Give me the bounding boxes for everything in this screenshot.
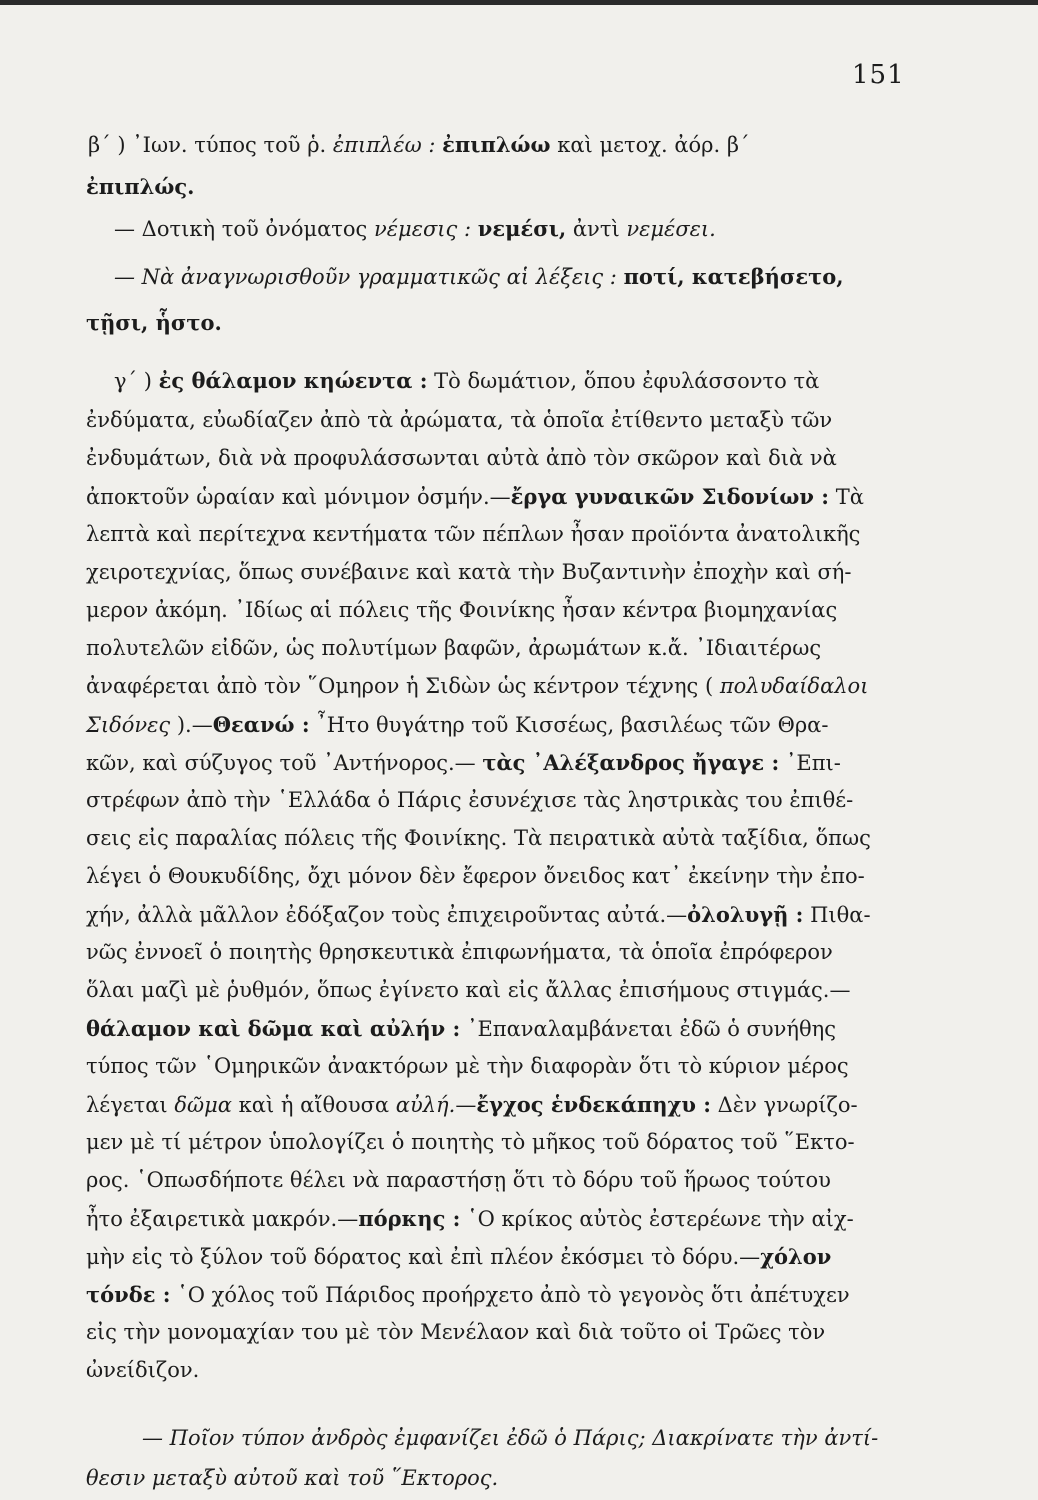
text-run: ῏Ητο θυγάτηρ τοῦ Κισσέως, βασιλέως τῶν Θρα-: [316, 713, 829, 737]
text-run: ἀναφέρεται ἀπὸ τὸν ῞Ομηρον ἡ Σιδὼν ὡς κέντρον τέχνης (: [86, 674, 714, 698]
bold-term: χόλον: [760, 1244, 832, 1269]
gamma-line-8: [86, 636, 821, 660]
italic-term: Διακρίνατε τὴν ἀντί-: [652, 1426, 879, 1450]
gamma-line-22: [86, 1168, 831, 1192]
italic-term: — Ποῖον τύπον ἀνδρὸς ἐμφανίζει ἐδῶ ὁ Πάρις;: [142, 1426, 646, 1450]
page-number: 151: [852, 60, 905, 90]
text-run: λέγει ὁ Θουκυδίδης, ὄχι μόνον δὲν ἔφερον ὄνειδος κατ᾿ ἐκείνην τὴν ἐπο-: [86, 864, 865, 888]
text-run: ὠνείδιζον.: [86, 1358, 200, 1382]
text-run: μὴν εἰς τὸ ξύλον τοῦ δόρατος καὶ ἐπὶ πλέον ἐκόσμει τὸ δόρυ.—: [86, 1245, 761, 1269]
gamma-line-2: [86, 408, 832, 432]
text-run: γ΄ ): [114, 369, 152, 393]
bold-term: Θεανώ :: [212, 712, 310, 737]
text-run: χειροτεχνίας, ὅπως συνέβαινε καὶ κατὰ τὴν Βυζαντινὴν ἐποχὴν καὶ σή-: [86, 560, 852, 584]
gamma-line-15: [86, 902, 871, 927]
text-run: ἀποκτοῦν ὡραίαν καὶ μόνιμον ὀσμήν.—: [86, 485, 511, 509]
beta-line-1: [88, 132, 749, 157]
text-run: τύπος τῶν ῾Ομηρικῶν ἀνακτόρων μὲ τὴν διαφορὰν ὅτι τὸ κύριον μέρος: [86, 1054, 849, 1078]
bold-term: ἐπιπλώς.: [86, 174, 195, 199]
beta-line-4: [114, 264, 844, 289]
bold-term: τῇσι, ἧστο.: [86, 310, 222, 335]
text-run: νῶς ἐννοεῖ ὁ ποιητὴς θρησκευτικὰ ἐπιφωνήματα, τὰ ὁποῖα ἐπρόφερον: [86, 940, 833, 964]
text-run: ).—: [176, 713, 213, 737]
italic-term: — Νὰ ἀναγνωρισθοῦν γραμματικῶς αἱ λέξεις :: [114, 265, 617, 289]
italic-term: ἐπιπλέω :: [332, 133, 436, 157]
text-run: —: [455, 1093, 477, 1117]
text-run: στρέφων ἀπὸ τὴν ῾Ελλάδα ὁ Πάρις ἐσυνέχισε τὰς ληστρικὰς του ἐπιθέ-: [86, 788, 854, 812]
italic-term: πολυδαίδαλοι: [719, 674, 869, 698]
scan-top-edge: [0, 0, 1038, 5]
gamma-line-18: [86, 1016, 836, 1041]
gamma-line-4: [86, 484, 864, 509]
text-run: — Δοτικὴ τοῦ ὀνόματος: [114, 217, 368, 241]
bold-term: τὰς ᾿Αλέξανδρος ἤγαγε :: [482, 750, 780, 775]
text-run: μεν μὲ τί μέτρον ὑπολογίζει ὁ ποιητὴς τὸ μῆκος τοῦ δόρατος τοῦ ῞Εκτο-: [86, 1130, 855, 1154]
text-run: εἰς τὴν μονομαχίαν του μὲ τὸν Μενέλαον καὶ διὰ τοῦτο οἱ Τρῶες τὸν: [86, 1320, 826, 1344]
italic-term: νεμέσει.: [626, 217, 716, 241]
gamma-line-10: [86, 712, 828, 737]
gamma-line-24: [86, 1244, 831, 1269]
text-run: ῾Ο κρίκος αὐτὸς ἐστερέωνε τὴν αἰχ-: [467, 1207, 854, 1231]
text-run: πολυτελῶν εἰδῶν, ὡς πολυτίμων βαφῶν, ἀρωμάτων κ.ἄ. ᾿Ιδιαιτέρως: [86, 636, 822, 660]
text-run: σεις εἰς παραλίας πόλεις τῆς Φοινίκης. Τὰ πειρατικὰ αὐτὰ ταξίδια, ὅπως: [86, 826, 871, 850]
bold-term: ἐς θάλαμον κηώεντα :: [158, 368, 428, 393]
gamma-line-27: [86, 1358, 199, 1382]
bold-term: ποτί, κατεβήσετο,: [623, 264, 844, 289]
gamma-line-11: [86, 750, 841, 775]
italic-term: νέμεσις :: [374, 217, 472, 241]
text-run: λέγεται: [86, 1093, 168, 1117]
text-run: ἀντὶ: [572, 217, 620, 241]
gamma-line-6: [86, 560, 851, 584]
bold-term: θάλαμον καὶ δῶμα καὶ αὐλήν :: [86, 1016, 461, 1041]
beta-line-3: [114, 216, 716, 241]
bold-term: ὀλολυγῇ :: [687, 902, 804, 927]
gamma-line-19: [86, 1054, 849, 1078]
gamma-line-7: [86, 598, 837, 622]
italic-term: Σιδόνες: [86, 713, 171, 737]
text-run: Τὸ δωμάτιον, ὅπου ἐφυλάσσοντο τὰ: [434, 369, 820, 393]
beta-line-2: [86, 174, 195, 199]
bold-term: τόνδε :: [86, 1282, 171, 1307]
text-run: καὶ μετοχ. ἀόρ. β΄: [557, 133, 750, 157]
text-run: Δὲν γνωρίζο-: [717, 1093, 858, 1117]
text-run: ἐνδυμάτων, διὰ νὰ προφυλάσσωνται αὐτὰ ἀπὸ τὸν σκῶρον καὶ διὰ νὰ: [86, 446, 837, 470]
text-run: Τὰ: [835, 485, 864, 509]
question-line-2: [86, 1466, 498, 1490]
bold-term: ἐπιπλώω: [442, 132, 551, 157]
text-run: ῾Ο χόλος τοῦ Πάριδος προήρχετο ἀπὸ τὸ γεγονὸς ὅτι ἀπέτυχεν: [177, 1283, 850, 1307]
gamma-line-17: [86, 978, 850, 1002]
bold-term: πόρκης :: [358, 1206, 461, 1231]
text-run: μερον ἀκόμη. ᾿Ιδίως αἱ πόλεις τῆς Φοινίκης ἦσαν κέντρα βιομηχανίας: [86, 598, 838, 622]
text-run: χήν, ἀλλὰ μᾶλλον ἐδόξαζον τοὺς ἐπιχειροῦντας αὐτά.—: [86, 903, 688, 927]
gamma-line-25: [86, 1282, 850, 1307]
italic-term: αὐλή.: [395, 1093, 456, 1117]
text-run: ἦτο ἐξαιρετικὰ μακρόν.—: [86, 1207, 359, 1231]
beta-line-5: [86, 310, 222, 335]
gamma-line-3: [86, 446, 837, 470]
bold-term: ἔργα γυναικῶν Σιδονίων :: [510, 484, 830, 509]
text-run: ρος. ῾Οπωσδήποτε θέλει νὰ παραστήσῃ ὅτι τὸ δόρυ τοῦ ἥρωος τούτου: [86, 1168, 831, 1192]
gamma-line-14: [86, 864, 865, 888]
gamma-line-20: [86, 1092, 858, 1117]
text-run: καὶ ἡ αἴθουσα: [238, 1093, 390, 1117]
gamma-line-21: [86, 1130, 855, 1154]
text-run: κῶν, καὶ σύζυγος τοῦ ᾿Αντήνορος.—: [86, 751, 476, 775]
gamma-line-26: [86, 1320, 825, 1344]
gamma-line-23: [86, 1206, 854, 1231]
text-run: ᾿Επι-: [785, 751, 841, 775]
text-run: β΄ ) ᾿Ιων. τύπος τοῦ ῥ.: [88, 133, 327, 157]
gamma-line-1: [114, 368, 819, 393]
text-run: ἐνδύματα, εὐωδίαζεν ἀπὸ τὰ ἀρώματα, τὰ ὁποῖα ἐτίθεντο μεταξὺ τῶν: [86, 408, 833, 432]
bold-term: νεμέσι,: [477, 216, 567, 241]
gamma-line-12: [86, 788, 853, 812]
text-run: λεπτὰ καὶ περίτεχνα κεντήματα τῶν πέπλων ἦσαν προϊόντα ἀνατολικῆς: [86, 522, 861, 546]
gamma-line-5: [86, 522, 860, 546]
text-run: ᾿Επαναλαμβάνεται ἐδῶ ὁ συνήθης: [466, 1017, 836, 1041]
question-line-1: [142, 1426, 878, 1450]
bold-term: ἔγχος ἑνδεκάπηχυ :: [476, 1092, 711, 1117]
text-run: Πιθα-: [810, 903, 871, 927]
gamma-line-9: [86, 674, 868, 698]
gamma-line-13: [86, 826, 871, 850]
italic-term: δῶμα: [174, 1093, 232, 1117]
gamma-line-16: [86, 940, 833, 964]
italic-term: θεσιν μεταξὺ αὐτοῦ καὶ τοῦ ῞Εκτορος.: [86, 1466, 499, 1490]
text-run: ὅλαι μαζὶ μὲ ῥυθμόν, ὅπως ἐγίνετο καὶ εἰς ἄλλας ἐπισήμους στιγμάς.—: [86, 978, 851, 1002]
